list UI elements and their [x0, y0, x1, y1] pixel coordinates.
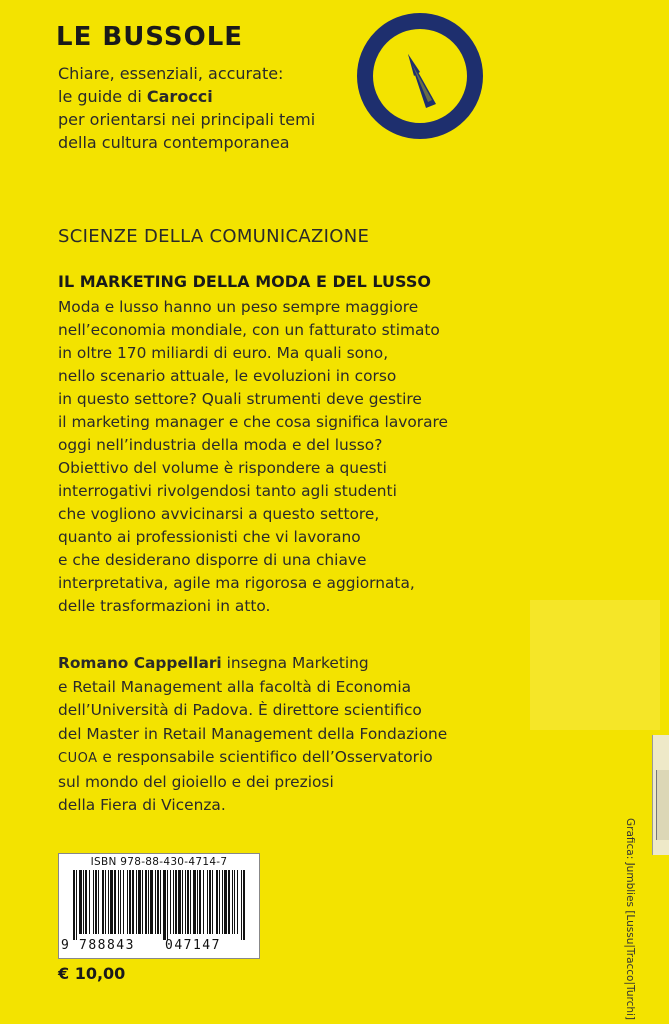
barcode-bar	[110, 870, 113, 934]
bio-line-6: sul mondo del gioiello e dei preziosi	[58, 772, 334, 791]
description-line: interrogativi rivolgendosi tanto agli studenti	[58, 482, 397, 500]
barcode-bar	[127, 870, 128, 934]
description-line: nello scenario attuale, le evoluzioni in corso	[58, 367, 397, 385]
barcode-bar	[132, 870, 134, 934]
description-line: che vogliono avvicinarsi a questo settore,	[58, 505, 380, 523]
author-bio	[58, 652, 447, 818]
tagline-line-2-prefix: le guide di	[58, 87, 147, 106]
description-line: e che desiderano disporre di una chiave	[58, 551, 367, 569]
barcode-digits-right: 047147	[165, 938, 221, 953]
barcode-bar	[199, 870, 201, 934]
compass-needle-highlight	[412, 64, 432, 102]
bio-org: CUOA	[58, 751, 98, 766]
series-tagline	[58, 62, 315, 154]
bio-line-5-rest: e responsabile scientifico dell’Osservatorio	[97, 748, 433, 766]
barcode-bar	[219, 870, 220, 934]
tagline-line-1: Chiare, essenziali, accurate:	[58, 64, 284, 83]
barcode-bar	[157, 870, 159, 934]
barcode-bar	[237, 870, 238, 934]
barcode-bar	[182, 870, 183, 934]
barcode-bar	[228, 870, 230, 934]
barcode-bar	[187, 870, 189, 934]
bio-line-2: e Retail Management alla facoltà di Economia	[58, 677, 412, 696]
barcode-bar	[120, 870, 121, 934]
barcode-bar	[136, 870, 137, 934]
barcode-bar	[73, 870, 75, 940]
author-name: Romano Cappellari	[58, 654, 222, 672]
bio-line-3: dell’Università di Padova. È direttore scientifico	[58, 701, 422, 719]
barcode-bar	[79, 870, 82, 934]
barcode-bar	[178, 870, 181, 934]
barcode-bar	[98, 870, 99, 934]
barcode-bar	[185, 870, 186, 934]
barcode-bar	[102, 870, 104, 934]
barcode-bar	[83, 870, 84, 934]
barcode-bar	[224, 870, 227, 934]
bio-line-1-rest: insegna Marketing	[221, 654, 369, 672]
barcode-bar	[123, 870, 124, 934]
barcode-bar	[190, 870, 191, 934]
description-line: Obiettivo del volume è rispondere a questi	[58, 459, 387, 477]
barcode-bar	[95, 870, 97, 934]
price: € 10,00	[58, 964, 126, 983]
design-credit: Grafica: Jumblies [Lussu|Tracco|Turchi]	[624, 818, 636, 1021]
barcode-bar	[207, 870, 208, 934]
barcode-bar	[173, 870, 174, 934]
barcode-bar	[167, 870, 168, 940]
barcode-bar	[232, 870, 233, 934]
description-line: in questo settore? Quali strumenti deve gestire	[58, 390, 422, 408]
barcode-bar	[114, 870, 116, 934]
description-line: interpretativa, agile ma rigorosa e aggiornata,	[58, 574, 415, 592]
barcode-bar	[209, 870, 211, 934]
description-line: delle trasformazioni in atto.	[58, 597, 271, 615]
barcode-bar	[155, 870, 156, 934]
description-line: il marketing manager e che cosa significa lavorare	[58, 413, 449, 431]
barcode-bar	[89, 870, 90, 934]
barcode-bar	[163, 870, 166, 940]
barcode-bar	[142, 870, 143, 934]
subject-category: SCIENZE DELLA COMUNICAZIONE	[58, 226, 370, 247]
book-title: IL MARKETING DELLA MODA E DEL LUSSO	[58, 272, 431, 291]
tagline-line-3: per orientarsi nei principali temi	[58, 110, 316, 129]
description-line: quanto ai professionisti che vi lavorano	[58, 528, 361, 546]
tagline-line-4: della cultura contemporanea	[58, 133, 290, 152]
compass-icon	[356, 12, 484, 140]
description-line: oggi nell’industria della moda e del lusso?	[58, 436, 383, 454]
barcode-bar	[108, 870, 109, 934]
bio-line-5	[58, 746, 447, 771]
barcode-bar	[222, 870, 223, 934]
series-title: LE BUSSOLE	[56, 22, 244, 52]
barcode-bar	[129, 870, 131, 934]
barcode-bar	[241, 870, 242, 940]
barcode-bar	[212, 870, 213, 934]
isbn-text: ISBN 978-88-430-4714-7	[90, 856, 228, 868]
barcode-digits-left: 788843	[79, 938, 135, 953]
barcode-bar	[145, 870, 147, 934]
barcode-bar	[76, 870, 77, 940]
description-line: Moda e lusso hanno un peso sempre maggiore	[58, 298, 419, 316]
book-description	[58, 296, 448, 618]
faded-sticker	[530, 600, 660, 730]
barcode-bar	[203, 870, 204, 934]
barcode-bar	[193, 870, 196, 934]
publisher-name: Carocci	[146, 87, 213, 106]
barcode-label	[58, 853, 260, 959]
barcode-bar	[197, 870, 198, 934]
barcode-bar	[118, 870, 119, 934]
bio-line-7: della Fiera di Vicenza.	[58, 796, 226, 814]
barcode-bar	[216, 870, 218, 934]
barcode-bar	[93, 870, 94, 934]
barcode-bar	[105, 870, 106, 934]
bio-line-1	[58, 652, 447, 676]
barcode-bar	[243, 870, 245, 940]
barcode-bar	[148, 870, 149, 934]
bio-line-4: del Master in Retail Management della Fondazione	[58, 724, 448, 743]
barcode-bar	[85, 870, 87, 934]
barcode-bar	[234, 870, 235, 934]
barcode-bar	[160, 870, 161, 934]
barcode-bar	[175, 870, 177, 934]
barcode-bar	[138, 870, 141, 934]
description-line: nell’economia mondiale, con un fatturato stimato	[58, 321, 440, 339]
barcode-bar	[170, 870, 171, 934]
description-line: in oltre 170 miliardi di euro. Ma quali sono,	[58, 344, 389, 362]
barcode-bar	[150, 870, 153, 934]
barcode-digit-first: 9	[61, 938, 69, 953]
barcode-bars	[69, 870, 249, 940]
library-tab-inner	[656, 770, 669, 840]
tagline-line-2	[58, 85, 315, 108]
